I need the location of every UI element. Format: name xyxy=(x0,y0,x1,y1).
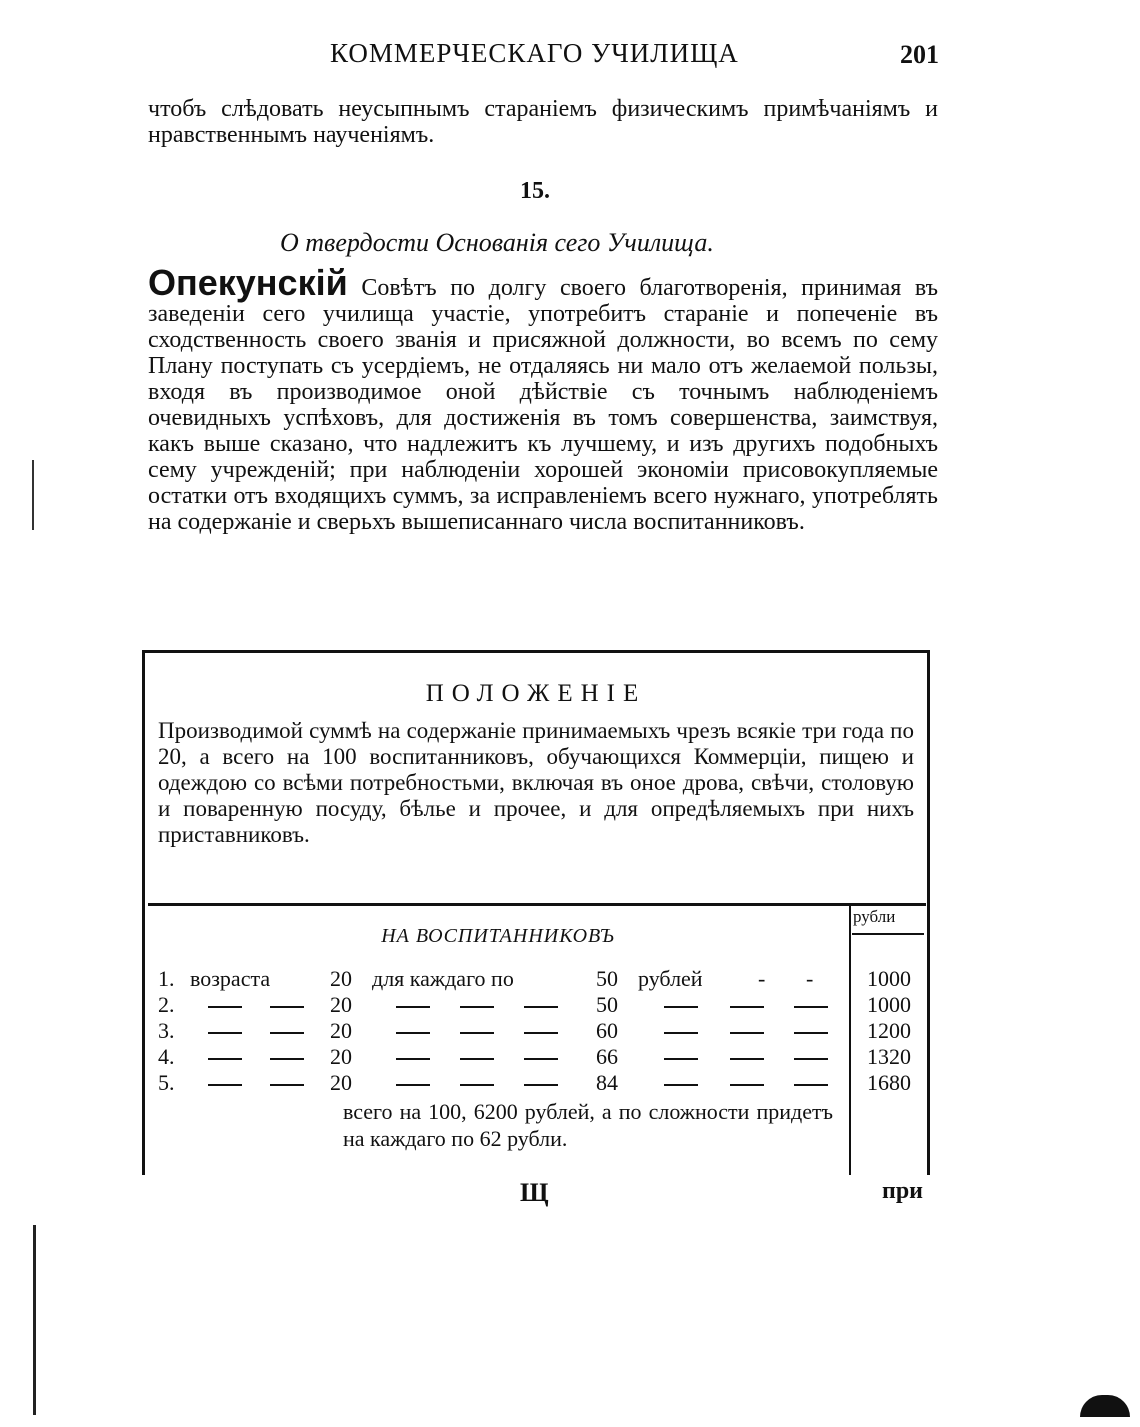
ditto-dash xyxy=(270,1058,304,1060)
ditto-dash xyxy=(208,1084,242,1086)
ditto-dash xyxy=(208,1006,242,1008)
ditto-dash xyxy=(396,1032,430,1034)
scan-ink-blot xyxy=(1080,1395,1130,1417)
ditto-dash xyxy=(460,1032,494,1034)
row-amount: 1200 xyxy=(867,1018,911,1043)
ditto-dash xyxy=(664,1058,698,1060)
row-count: 20 xyxy=(330,992,352,1017)
ditto-dash xyxy=(794,1084,828,1086)
row-count: 20 xyxy=(330,1044,352,1069)
ditto-dash xyxy=(524,1058,558,1060)
row-amount: 1000 xyxy=(867,966,911,991)
ditto-dash xyxy=(730,1006,764,1008)
row-unit: рублей xyxy=(638,966,703,991)
ditto-dash xyxy=(794,1058,828,1060)
table-top-rule xyxy=(148,903,926,906)
ditto-dash xyxy=(396,1006,430,1008)
page-number: 201 xyxy=(900,40,939,69)
row-number: 1. xyxy=(158,966,175,991)
table-title: НА ВОСПИТАННИКОВЪ xyxy=(381,925,615,947)
row-amount: 1320 xyxy=(867,1044,911,1069)
dash-mark: - xyxy=(758,966,766,991)
row-rate: 84 xyxy=(596,1070,618,1095)
ditto-dash xyxy=(460,1058,494,1060)
row-rate: 50 xyxy=(596,992,618,1017)
amount-column-rule xyxy=(849,903,851,1175)
row-rate: 60 xyxy=(596,1018,618,1043)
ditto-dash xyxy=(460,1084,494,1086)
box-top-rule xyxy=(142,650,930,653)
row-number: 5. xyxy=(158,1070,175,1095)
table-row xyxy=(158,992,848,1018)
intro-paragraph: чтобъ слѣдовать неусыпнымъ стараніемъ физическимъ примѣчаніямъ и нравственнымъ наученіямъ. xyxy=(148,96,938,148)
table-row xyxy=(158,1044,848,1070)
section-body xyxy=(148,262,938,535)
ditto-dash xyxy=(524,1084,558,1086)
section-body-text: Совѣтъ по долгу своего благотворенія, принимая въ заведеніи сего училища участіе, употребитъ стараніе и попеченіе въ сходственность своего званія и присяжной должности, во всемъ по сему Плану поступать съ усердіемъ, не отдаляясь ни мало отъ желаемой пользы, входя въ производимое оной дѣйствіе съ точнымъ наблюденіемъ очевидныхъ успѣховъ, для достиженія въ томъ совершенства, заимствуя, какъ выше сказано, что надлежитъ къ лучшему, и изъ другихъ подобныхъ сему учрежденій; при наблюденіи хорошей экономіи присовокупляемые остатки отъ входящихъ суммъ, за исправленіемъ всего нужнаго, употреблять на содержаніе и сверьхъ вышеписаннаго числа воспитанниковъ. xyxy=(148,275,938,535)
row-number: 2. xyxy=(158,992,175,1017)
box-left-rule xyxy=(142,650,145,1175)
catchword: при xyxy=(882,1178,924,1204)
ditto-dash xyxy=(396,1058,430,1060)
section-number: 15. xyxy=(520,178,550,204)
ditto-dash xyxy=(730,1084,764,1086)
column-header-rule xyxy=(852,933,924,935)
ditto-dash xyxy=(270,1006,304,1008)
ditto-dash xyxy=(270,1084,304,1086)
ditto-dash xyxy=(524,1006,558,1008)
row-count: 20 xyxy=(330,966,352,991)
ditto-dash xyxy=(270,1032,304,1034)
amount-column-header: рубли xyxy=(853,907,896,926)
row-amount: 1000 xyxy=(867,992,911,1017)
table-row xyxy=(158,966,848,992)
table-row xyxy=(158,1018,848,1044)
scan-edge-mark xyxy=(33,1225,36,1415)
section-heading: О твердости Основанія сего Училища. xyxy=(280,228,714,257)
ditto-dash xyxy=(794,1032,828,1034)
row-count: 20 xyxy=(330,1018,352,1043)
ditto-dash xyxy=(664,1006,698,1008)
ditto-dash xyxy=(730,1058,764,1060)
row-label: возраста xyxy=(190,966,271,991)
row-count: 20 xyxy=(330,1070,352,1095)
row-rate: 50 xyxy=(596,966,618,991)
table-row xyxy=(158,1070,848,1096)
running-head: КОММЕРЧЕСКАГО УЧИЛИЩА xyxy=(330,38,739,68)
ditto-dash xyxy=(794,1006,828,1008)
row-number: 4. xyxy=(158,1044,175,1069)
ditto-dash xyxy=(524,1032,558,1034)
dash-mark: - xyxy=(806,966,814,991)
table-total-text: всего на 100, 6200 рублей, а по сложности придетъ на каждаго по 62 рубли. xyxy=(343,1099,833,1151)
polozhenie-text: Производимой суммѣ на содержаніе принимаемыхъ чрезъ всякіе три года по 20, а всего на 100 воспитанниковъ, обучающихся Коммерціи, пищею и одеждою со всѣми потребностьми, включая въ оное дрова, свѣчи, столовую и поваренную посуду, бѣлье и прочее, и для опредѣляемыхъ при нихъ приставниковъ. xyxy=(158,718,914,847)
ditto-dash xyxy=(664,1084,698,1086)
row-amount: 1680 xyxy=(867,1070,911,1095)
polozhenie-title: ПОЛОЖЕНІЕ xyxy=(425,680,647,707)
ditto-dash xyxy=(460,1006,494,1008)
signature-mark: Щ xyxy=(520,1178,549,1207)
box-right-rule xyxy=(927,650,930,1175)
scan-edge-mark xyxy=(32,460,34,530)
ditto-dash xyxy=(208,1058,242,1060)
ditto-dash xyxy=(730,1032,764,1034)
ditto-dash xyxy=(208,1032,242,1034)
row-number: 3. xyxy=(158,1018,175,1043)
lead-word: Опекунскій xyxy=(148,262,348,303)
row-rate: 66 xyxy=(596,1044,618,1069)
row-middle: для каждаго по xyxy=(372,966,514,991)
ditto-dash xyxy=(664,1032,698,1034)
ditto-dash xyxy=(396,1084,430,1086)
